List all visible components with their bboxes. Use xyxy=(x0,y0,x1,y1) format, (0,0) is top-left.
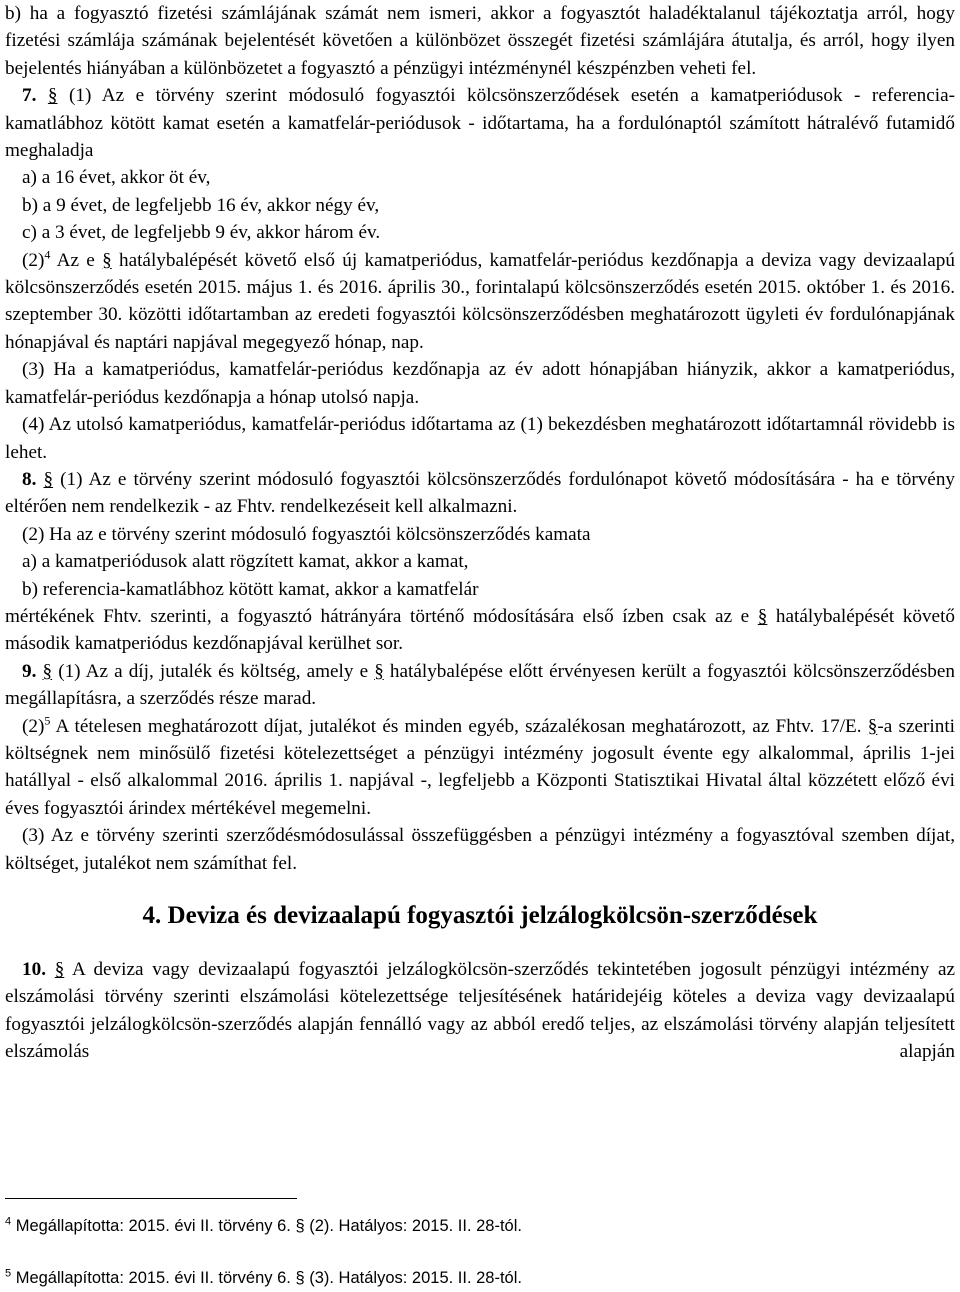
chapter-heading: 4. Deviza és devizaalapú fogyasztói jelzálogkölcsön-szerződések xyxy=(142,902,818,929)
section-8-paragraph-2: (2) Ha az e törvény szerint módosuló fogyasztói kölcsönszerződés kamata xyxy=(22,523,591,545)
footnote-number: 4 xyxy=(5,1215,12,1228)
footnote-number: 5 xyxy=(5,1267,12,1280)
paragraph-number: (2) xyxy=(22,715,45,737)
footnote-4 xyxy=(5,1216,805,1236)
section-9-p2-text: -a szerinti költségnek nem minősülő fizetési kötelezettséget a pénzügyi intézmény jogosult évente egy alkalommal, április 1-jei hatállyal - első alkalommal 2016. április 1. napjával -, legfeljebb a Központi Statisztikai Hivatal által közzétett előző évi éves fogyasztói árindex mértékével megemelni. xyxy=(5,715,955,819)
section-8-number: 8. xyxy=(22,468,37,490)
section-7-paragraph-4: (4) Az utolsó kamatperiódus, kamatfelár-periódus időtartama az (1) bekezdésben meghatározott időtartamnál rövidebb is lehet. xyxy=(5,414,955,463)
section-sign: § xyxy=(867,715,878,737)
section-8-paragraph-1 xyxy=(5,466,955,521)
section-7-point-c: c) a 3 évet, de legfeljebb 9 év, akkor három év. xyxy=(22,222,381,244)
section-7-paragraph-1 xyxy=(5,82,955,164)
section-8-closing xyxy=(5,603,955,658)
section-7-p1-text: (1) Az e törvény szerint módosuló fogyasztói kölcsönszerződések esetén a kamatperiódusok - referencia-kamatlábhoz kötött kamat esetén a kamatfelár-periódusok - időtartama, ha a fordulónaptól számított hátralévő futamidő meghaladja xyxy=(5,85,955,162)
footnote-text: Megállapította: 2015. évi II. törvény 6. § (2). Hatályos: 2015. II. 28-tól. xyxy=(11,1217,522,1235)
section-sign: § xyxy=(757,605,768,627)
section-8-closing-lead: mértékének Fhtv. szerinti, a fogyasztó hátrányára történő módosítására első ízben csak az e xyxy=(5,605,758,627)
section-10-text: A deviza vagy devizaalapú fogyasztói jelzálogkölcsön-szerződés tekintetében jogosult pénzügyi intézmény az elszámolási törvény szerinti elszámolási kötelezettsége teljesítésének határidejéig köteles a deviza vagy devizaalapú fogyasztói jelzálogkölcsön-szerződés alapján fennálló vagy az abból eredő teljes, az elszámolási törvény alapján teljesített elszámolás alapján xyxy=(5,959,956,1063)
section-8-point-a: a) a kamatperiódusok alatt rögzített kamat, akkor a kamat, xyxy=(22,551,469,573)
section-sign: § xyxy=(42,660,53,682)
section-7-paragraph-3: (3) Ha a kamatperiódus, kamatfelár-periódus kezdőnapja az év adott hónapjában hiányzik, akkor a kamatperiódus, kamatfelár-periódus kezdőnapja a hónap utolsó napja. xyxy=(5,359,955,408)
section-9-paragraph-3: (3) Az e törvény szerinti szerződésmódosulással összefüggésben a pénzügyi intézmény a fogyasztóval szemben díjat, költséget, jutalékot nem számíthat fel. xyxy=(5,825,955,874)
section-9-p2-lead: A tételesen meghatározott díjat, jutalékot és minden egyéb, százalékosan meghatározott, az Fhtv. 17/E. xyxy=(50,715,868,737)
document-page xyxy=(5,0,955,1066)
section-sign: § xyxy=(54,959,65,980)
section-sign: § xyxy=(43,468,54,490)
section-8-point-b: b) referencia-kamatlábhoz kötött kamat, akkor a kamatfelár xyxy=(22,578,479,600)
section-9-number: 9. xyxy=(22,660,37,682)
section-9-paragraph-1 xyxy=(5,658,955,713)
footnote-separator xyxy=(5,1198,297,1199)
footnote-5 xyxy=(5,1268,805,1288)
section-7-p2-lead: Az e xyxy=(50,249,103,271)
section-7-paragraph-2 xyxy=(5,247,955,357)
section-8-closing-text: hatálybalépését követő második kamatperiódus kezdőnapjával kerülhet sor. xyxy=(5,605,955,655)
section-7-p2-text: hatálybalépését követő első új kamatperiódus, kamatfelár-periódus kezdőnapja a deviza vagy devizaalapú kölcsönszerződés esetén 2015. május 1. és 2016. április 30., forintalapú kölcsönszerződés esetén 2015. október 1. és 2016. szeptember 30. közötti időtartamban az eredeti fogyasztói kölcsönszerződésben meghatározott ügyleti év fordulónapjának hónapjával és naptári napjával megegyező hónap, nap. xyxy=(5,249,955,353)
section-sign: § xyxy=(47,85,58,107)
section-9-p1-lead: (1) Az a díj, jutalék és költség, amely e xyxy=(52,660,375,682)
section-10-number: 10. xyxy=(22,959,46,980)
section-10-paragraph xyxy=(5,956,955,1066)
section-7-number: 7. xyxy=(22,85,37,107)
section-8-p1-text: (1) Az e törvény szerint módosuló fogyasztói kölcsönszerződés fordulónapot követő módosítására - ha e törvény eltérően nem rendelkezik - az Fhtv. rendelkezéseit kell alkalmazni. xyxy=(5,468,956,518)
footnote-ref-4[interactable]: 4 xyxy=(44,247,51,262)
section-9-p1-text: hatálybalépése előtt érvényesen került a fogyasztói kölcsönszerződésben megállapításra, a szerződés része marad. xyxy=(5,660,956,710)
section-sign: § xyxy=(102,249,112,271)
footnote-text: Megállapította: 2015. évi II. törvény 6. § (3). Hatályos: 2015. II. 28-tól. xyxy=(11,1269,522,1287)
section-sign: § xyxy=(374,660,384,682)
intro-point-b: b) ha a fogyasztó fizetési számlájának számát nem ismeri, akkor a fogyasztót haladéktalanul tájékoztatja arról, hogy fizetési számlája számának bejelentését követően a különbözet összegét fizetési számlájára átutalja, és arról, hogy ilyen bejelentés hiányában a különbözetet a fogyasztó a pénzügyi intézménynél készpénzben veheti fel. xyxy=(5,3,955,79)
section-7-point-a: a) a 16 évet, akkor öt év, xyxy=(22,167,211,189)
paragraph-number: (2) xyxy=(22,249,45,271)
footnote-ref-5[interactable]: 5 xyxy=(44,713,51,728)
section-7-point-b: b) a 9 évet, de legfeljebb 16 év, akkor négy év, xyxy=(22,194,380,216)
section-9-paragraph-2 xyxy=(5,713,955,823)
